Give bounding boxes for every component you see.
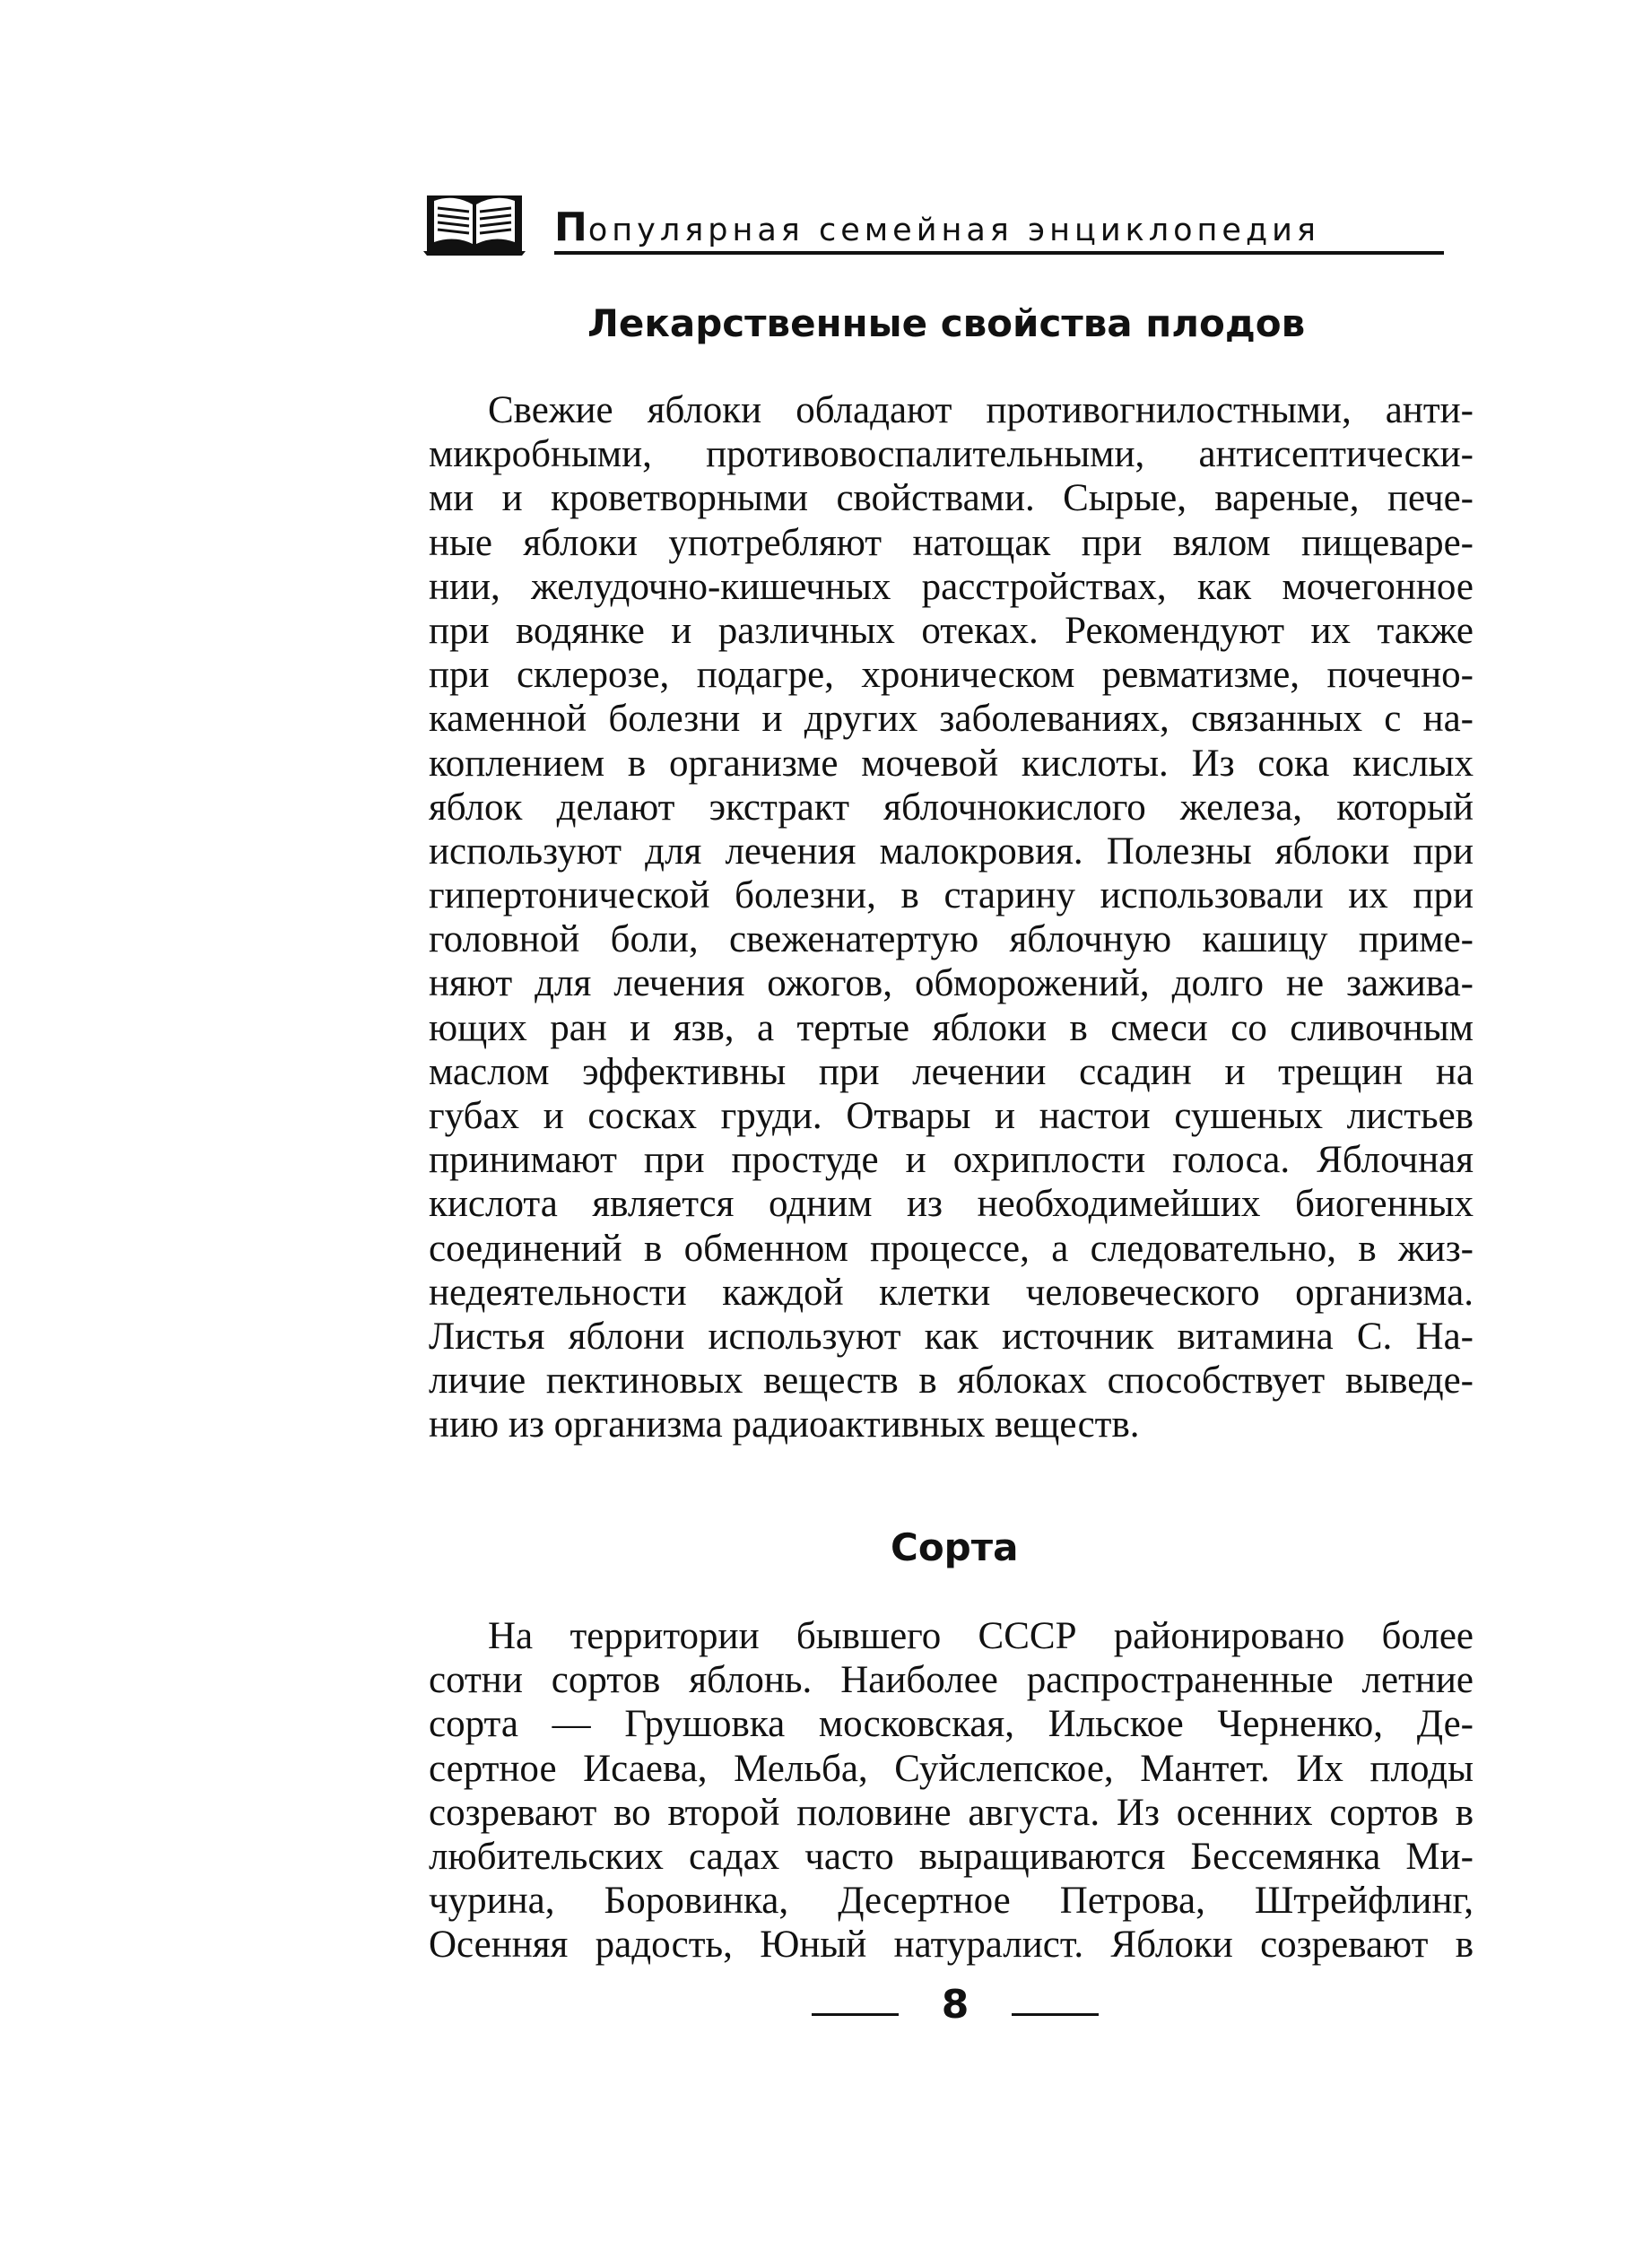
paragraph-varieties bbox=[429, 1614, 1474, 1967]
text-line: головной боли, свеженатертую яблочную кашицу приме- bbox=[429, 918, 1474, 961]
header-rule bbox=[554, 251, 1444, 255]
text-line: Осенняя радость, Юный натуралист. Яблоки созревают в bbox=[429, 1924, 1474, 1967]
footer-rule-left bbox=[812, 2013, 899, 2016]
running-header bbox=[422, 187, 1444, 260]
open-book-icon bbox=[422, 187, 527, 256]
header-title-rest: опулярная семейная энциклопедия bbox=[587, 213, 1320, 248]
text-line: На территории бывшего СССР районировано более bbox=[488, 1615, 1474, 1657]
text-line: нии, желудочно-кишечных расстройствах, как мочегонное bbox=[429, 565, 1474, 608]
text-line: сорта — Грушовка московская, Ильское Черненко, Де- bbox=[429, 1703, 1474, 1746]
text-line: каменной болезни и других заболеваниях, связанных с на- bbox=[429, 698, 1474, 741]
text-line: яблок делают экстракт яблочнокислого железа, который bbox=[429, 786, 1474, 829]
text-line: созревают во второй половине августа. Из осенних сортов в bbox=[429, 1791, 1474, 1834]
paragraph-medicinal-properties bbox=[429, 388, 1474, 1447]
header-title-initial: П bbox=[554, 204, 587, 250]
text-line: няют для лечения ожогов, обморожений, долго не зажива- bbox=[429, 962, 1474, 1005]
text-line: при склерозе, подагре, хроническом ревматизме, почечно- bbox=[429, 654, 1474, 697]
text-line: при водянке и различных отеках. Рекомендуют их также bbox=[429, 609, 1474, 652]
text-line: сотни сортов яблонь. Наиболее распространенные летние bbox=[429, 1659, 1474, 1702]
text-line: личие пектиновых веществ в яблоках способствует выведе- bbox=[429, 1359, 1474, 1403]
text-line: губах и сосках груди. Отвары и настои сушеных листьев bbox=[429, 1095, 1474, 1137]
text-line: ные яблоки употребляют натощак при вялом пищеваре- bbox=[429, 521, 1474, 564]
text-line: Свежие яблоки обладают противогнилостными, анти- bbox=[488, 389, 1474, 431]
text-line: чурина, Боровинка, Десертное Петрова, Штрейфлинг, bbox=[429, 1880, 1474, 1923]
section-heading-varieties: Сорта bbox=[891, 1525, 1019, 1569]
text-line: кислота является одним из необходимейших биогенных bbox=[429, 1183, 1474, 1226]
text-line: сертное Исаева, Мельба, Суйслепское, Мантет. Их плоды bbox=[429, 1747, 1474, 1790]
text-line: недеятельности каждой клетки человеческого организма. bbox=[429, 1271, 1474, 1314]
text-line: коплением в организме мочевой кислоты. Из сока кислых bbox=[429, 742, 1474, 785]
text-line: ющих ран и язв, а тертые яблоки в смеси со сливочным bbox=[429, 1006, 1474, 1049]
text-line: микробными, противовоспалительными, антисептически- bbox=[429, 433, 1474, 476]
text-line: Листья яблони используют как источник витамина С. На- bbox=[429, 1315, 1474, 1358]
text-line: соединений в обменном процессе, а следовательно, в жиз- bbox=[429, 1227, 1474, 1270]
text-line: любительских садах часто выращиваются Бессемянка Ми- bbox=[429, 1835, 1474, 1878]
section-heading-medicinal-properties: Лекарственные свойства плодов bbox=[587, 301, 1306, 345]
text-line: ми и кроветворными свойствами. Сырые, вареные, пече- bbox=[429, 477, 1474, 520]
text-line: гипертонической болезни, в старину использовали их при bbox=[429, 874, 1474, 917]
text-line: используют для лечения малокровия. Полезны яблоки при bbox=[429, 830, 1474, 873]
text-line: маслом эффективны при лечении ссадин и трещин на bbox=[429, 1050, 1474, 1093]
footer-rule-right bbox=[1012, 2013, 1099, 2016]
running-header-title bbox=[554, 204, 1320, 250]
text-line: нию из организма радиоактивных веществ. bbox=[429, 1403, 1140, 1446]
page-footer bbox=[0, 1982, 1652, 2036]
text-line: принимают при простуде и охриплости голоса. Яблочная bbox=[429, 1139, 1474, 1182]
page-number: 8 bbox=[941, 1982, 969, 2028]
